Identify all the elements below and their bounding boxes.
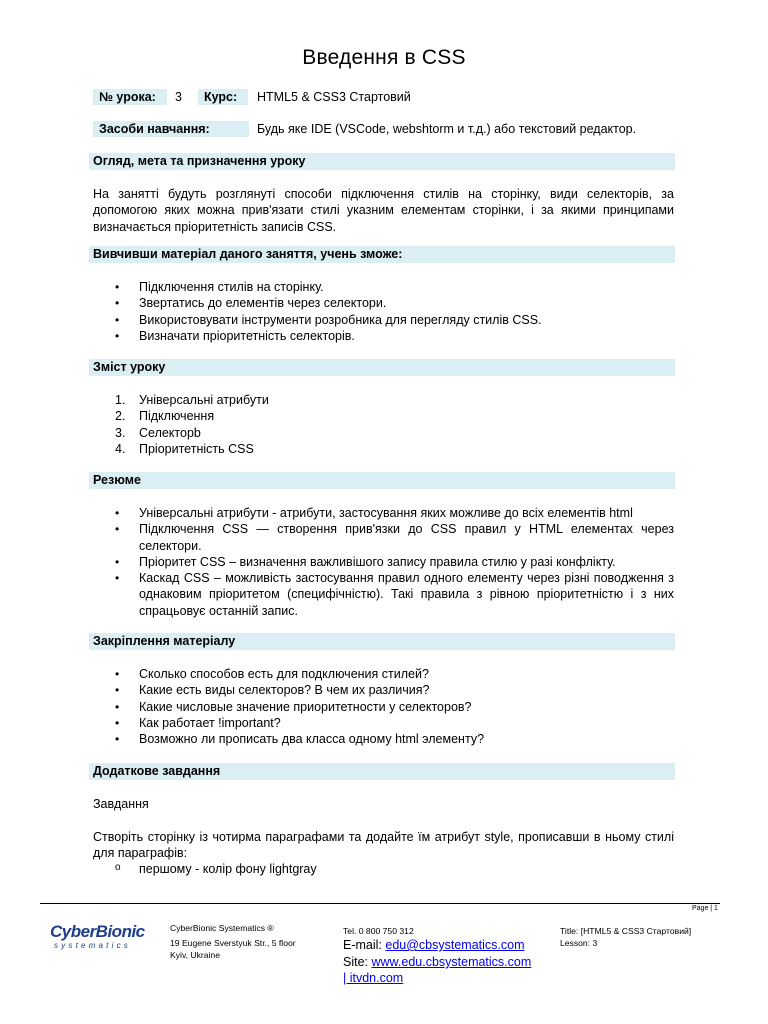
email-link[interactable]: edu@cbsystematics.com [385, 938, 525, 952]
list-item: • Звертатись до елементів через селектори. [115, 296, 387, 311]
lesson-number: Lesson: 3 [560, 938, 598, 948]
list-item: • Використовувати інструменти розробника для перегляду стилів CSS. [115, 312, 542, 327]
list-item: • Как работает !important? [115, 715, 281, 730]
bullet-icon: • [115, 312, 120, 327]
bullet-icon: • [115, 683, 120, 698]
bullet-icon: • [115, 554, 120, 569]
bullet-icon: • [115, 571, 120, 586]
list-item: • Підключення CSS — створення прив'язки до CSS правил у HTML елементах через селектори. [115, 522, 674, 553]
list-item: o першому - колір фону lightgray [115, 862, 317, 876]
task-sub-list [93, 861, 674, 877]
bullet-icon: • [115, 296, 120, 311]
course-value: HTML5 & CSS3 Стартовий [257, 90, 411, 104]
overview-text: На занятті будуть розглянуті способи підключення стилів на сторінку, види селекторів, за допомогою яких можна прив'язати стилі указним елементам сторінки, і за якими принципами визначається пріоритетність записів CSS. [93, 187, 674, 234]
section-heading-overview: Огляд, мета та призначення уроку [89, 153, 675, 170]
list-item: • Сколько способов есть для подключения стилей? [115, 667, 429, 681]
list-item: 2. Підключення [115, 409, 215, 424]
section-heading-extra: Додаткове завдання [89, 763, 675, 780]
company-address-1: 19 Eugene Sverstyuk Str., 5 floor [170, 938, 296, 948]
outcomes-list [93, 279, 674, 344]
site-link[interactable]: www.edu.cbsystematics.com [371, 955, 532, 969]
list-item: 3. Селекторb [115, 425, 201, 440]
list-item: 4. Пріоритетність CSS [115, 441, 254, 456]
site-line-2 [343, 970, 403, 987]
section-heading-review: Закріплення матеріалу [89, 633, 675, 650]
bullet-icon: • [115, 699, 120, 714]
list-item: • Пріоритет CSS – визначення важливішого запису правила стилю у разі конфлікту. [115, 554, 616, 569]
list-item: • Визначати пріоритетність селекторів. [115, 328, 355, 343]
bullet-icon: • [115, 506, 120, 520]
itvdn-link[interactable]: | itvdn.com [343, 971, 404, 985]
list-item: • Підключення стилів на сторінку. [115, 280, 324, 294]
doc-title: Title: [HTML5 & CSS3 Стартовий] [560, 926, 692, 936]
bullet-icon: • [115, 732, 120, 747]
footer-divider [40, 903, 720, 904]
list-item: • Каскад CSS – можливість застосування правил одного елементу через різні поводження з однаковим пріоритетом (специфічністю). Такі правила з рівною пріоритетністю і з них спрацьовує останній запис. [115, 571, 674, 618]
list-item: • Какие числовые значение приоритетности у селекторов? [115, 699, 472, 714]
email-line: E-mail: edu@cbsystematics.com [343, 938, 525, 952]
bullet-icon: • [115, 715, 120, 730]
review-list [93, 666, 674, 747]
page-title: Введення в CSS [302, 46, 466, 69]
section-heading-outcomes: Вивчивши матеріал даного заняття, учень зможе: [89, 246, 675, 263]
phone: Tel. 0 800 750 312 [343, 926, 414, 936]
page-number: Page | 1 [692, 905, 718, 912]
list-item: • Універсальні атрибути - атрибути, застосування яких можливе до всіх елементів html [115, 506, 633, 520]
list-item: • Какие есть виды селекторов? В чем их различия? [115, 683, 430, 698]
tools-value: Будь яке IDE (VSCode, webshtorm и т.д.) або текстовий редактор. [257, 122, 637, 136]
cyberbionic-logo: CyberBionic systematics [50, 922, 145, 950]
list-item: • Возможно ли прописать два класса одному html элементу? [115, 732, 485, 747]
task-text: Створіть сторінку із чотирма параграфами та додайте їм атрибут style, прописавши в ньому стилі для параграфів: [93, 830, 674, 861]
company-address-2: Kyiv, Ukraine [170, 950, 220, 960]
circle-bullet-icon: o [115, 862, 121, 873]
section-heading-contents: Зміст уроку [89, 359, 675, 376]
site-line: Site: www.edu.cbsystematics.com [343, 955, 532, 969]
summary-list [93, 505, 674, 619]
task-label: Завдання [93, 797, 149, 811]
bullet-icon: • [115, 667, 120, 681]
company-name: CyberBionic Systematics ® [170, 923, 274, 933]
lesson-number-label: № урока: [93, 89, 167, 105]
contents-list [93, 392, 674, 457]
course-label: Курс: [198, 89, 248, 105]
lesson-number-value: 3 [175, 90, 182, 104]
bullet-icon: • [115, 522, 120, 537]
list-item: 1. Універсальні атрибути [115, 393, 269, 407]
bullet-icon: • [115, 328, 120, 343]
section-heading-summary: Резюме [89, 472, 675, 489]
tools-label: Засоби навчання: [93, 121, 249, 137]
bullet-icon: • [115, 280, 120, 294]
